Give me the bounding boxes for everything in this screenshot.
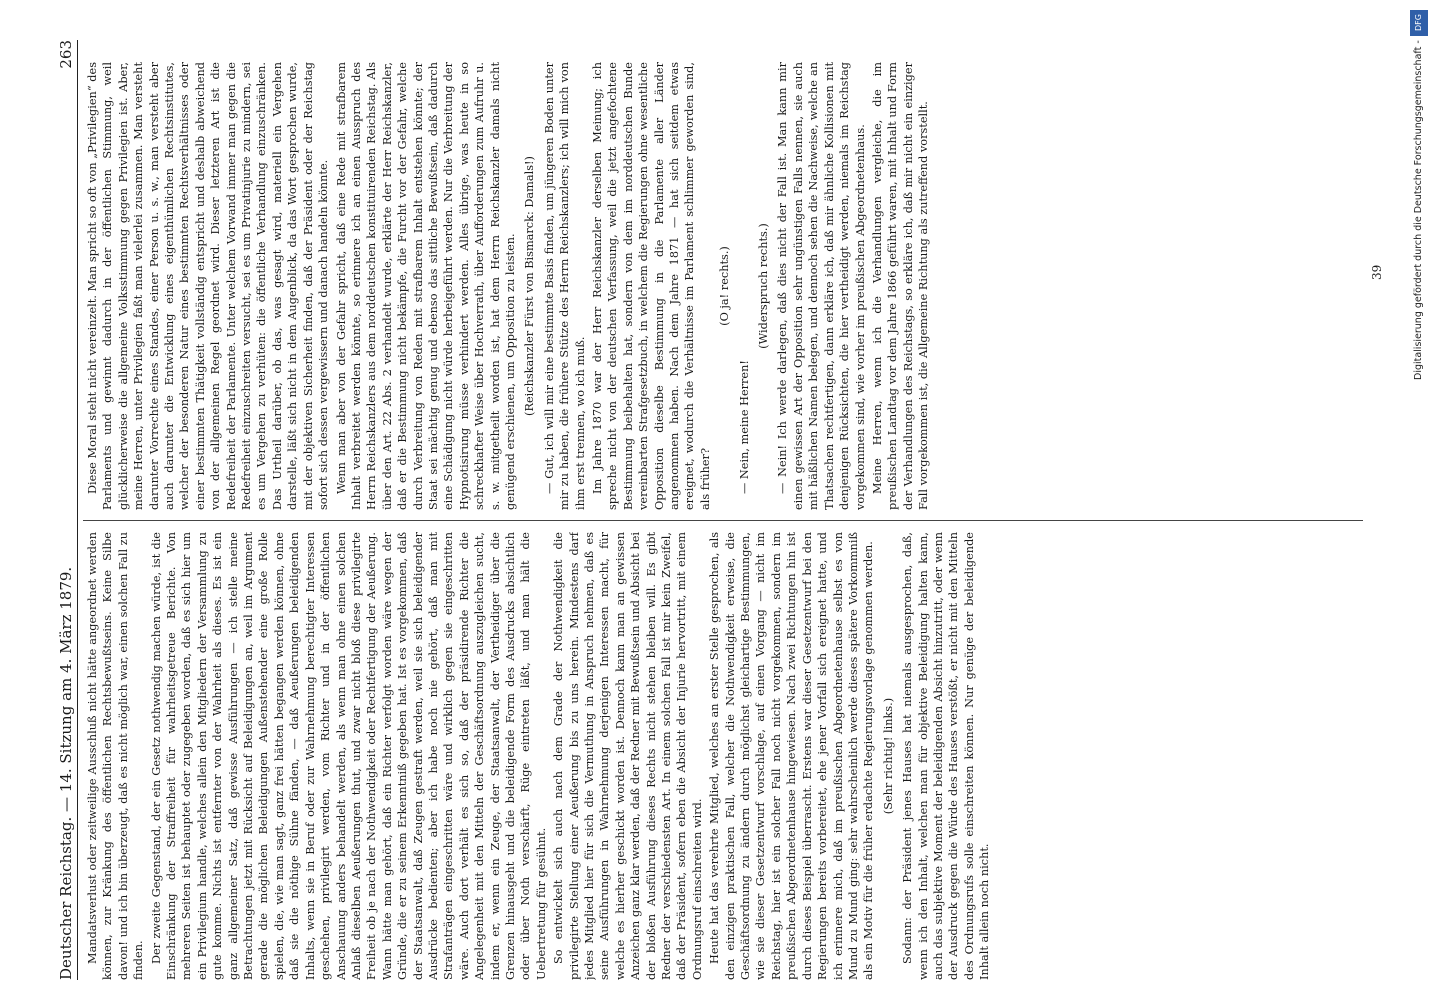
dfg-notice <box>1410 10 1428 990</box>
paragraph: Mandatsverlust oder zeitweilige Ausschluß nicht hätte angeordnet werden können, zur Kränkung des öffentlichen Rechtsbewußtseins. Keine Silbe davon! und ich bin überzeugt, daß es nicht möglich war, einen solchen Fall zu finden. <box>86 532 146 980</box>
header-title: Deutscher Reichstag. — 14. Sitzung am 4. März 1879. <box>57 566 75 980</box>
page-number: 263 <box>57 40 75 69</box>
paragraph: So entwickelt sich auch nach dem Grade der Nothwendigkeit die privilegirte Stellung einer Aeußerung bis zu uns herein. Mindestens darf jedes Mitglied hier für sich die Vermuthung in Anspruch nehmen, daß es seine Ausführungen in Wahrnehmung derjenigen Interessen macht, für welche es hierher geschickt worden ist. Dennoch kann man an gewissen Anzeichen ganz klar werden, daß der Redner mit Bewußtsein und Absicht bei der bloßen Ausführung dieses Rechts nicht stehen bleiben will. Es gibt Redner der verschiedensten Art. In einem solchen Fall ist mir kein Zweifel, daß der Präsident, sofern eben die Absicht der Injurie hervortritt, mit einem Ordnungsruf einschreiten wird. <box>552 532 704 980</box>
paragraph: — Nein! Ich werde darlegen, daß dies nicht der Fall ist. Man kann mir einen gewissen Art der Opposition sehr ungünstigen Falls nennen, sie auch mit häßlichen Namen belegen, und dennoch sehen die Nachweise, welche an Thatsachen rechtfertigen, dann erkläre ich, daß mir ähnliche Kollisionen mit denjenigen Rücksichten, die hier vertheidigt werden, niemals im Reichstag vorgekommen sind, wie vorher im preußischen Abgeordnetenhaus. <box>776 62 867 510</box>
sheet-signature: 39 <box>1370 264 1384 280</box>
paragraph: Wenn man aber von der Gefahr spricht, daß eine Rede mit strafbarem Inhalt verbreitet werden könnte, so erinnere ich an einen Ausspruch des Herrn Reichskanzlers aus dem norddeutschen konstituirenden Reichstag. Als über den Art. 22 Abs. 2 verhandelt wurde, erklärte der Herr Reichskanzler, daß er die Bestimmung nicht bekämpfe, die Furcht vor der Gefahr, welche durch Verbreitung von Reden mit strafbarem Inhalt entstehen könnte; der Staat sei mächtig genug und ebenso das sittliche Bewußtsein, daß dadurch eine Schädigung nicht würde herbeigeführt werden. Nur die Verbreitung der Hypnotisirung müsse verhindert werden. Alles übrige, was heute in so schreckhafter Weise über Hochverrath, über Aufforderungen zum Aufruhr u. s. w. mitgetheilt worden ist, hat dem Herrn Reichskanzler damals nicht genügend erschienen, um Opposition zu leisten. <box>334 62 517 510</box>
paragraph: Sodann: der Präsident jenes Hauses hat niemals ausgesprochen, daß, wenn ich den Inhalt, welchen man für objektive Beleidigung halten kann, auch das subjektive Moment der beleidigenden Absicht hinzutritt, oder wenn der Ausdruck gegen die Würde des Hauses verstößt, er nicht mit den Mitteln des Ordnungsrufs solle einschreiten können. Nur genüge der beleidigende Inhalt allein noch nicht. <box>901 532 992 980</box>
column-divider <box>83 520 1363 521</box>
left-column <box>85 532 1375 980</box>
paragraph: Der zweite Gegenstand, der ein Gesetz nothwendig machen würde, ist die Einschränkung der Straffreiheit für wahrheitsgetreue Berichte. Von mehreren Seiten ist behauptet oder zugegeben worden, daß es sich hier um ein Privilegium handle, welches allein den Mitgliedern der Versammlung zu gute komme. Nichts ist entfernter von der Wahrheit als dieses. Es ist ein ganz allgemeiner Satz, daß gewisse Ausführungen — ich stelle meine Betrachtungen jetzt mit Rücksicht auf Beleidigungen an, weil im Argument gerade die möglichen Beleidigungen Außenstehender eine große Rolle spielen, die, wie man sagt, ganz frei hätten begangen werden können, ohne daß sie die nöthige Sühne fänden, — daß Aeußerungen beleidigenden Inhalts, wenn sie in Beruf oder zur Wahrnehmung berechtigter Interessen geschehen, privilegirt werden, vom Richter und in der öffentlichen Anschauung anders behandelt werden, als wenn man ohne einen solchen Anlaß dieselben Aeußerungen thut, und zwar nicht bloß diese privilegirte Freiheit ob je nach der Nothwendigkeit oder Rechtfertigung der Aeußerung. Wann hätte man gehört, daß ein Richter verfolgt worden wäre wegen der Gründe, die er zu seinem Erkenntniß gegeben hat. Ist es vorgekommen, daß der Staatsanwalt, daß Zeugen gestraft werden, weil sie sich beleidigender Ausdrücke bedienten; aber ich habe noch nie gehört, daß man mit Strafanträgen eingeschritten wäre und wirklich gegen sie eingeschritten wäre. Auch dort verhält es sich so, daß der präsidirende Richter die Angelegenheit mit den Mitteln der Geschäftsordnung auszugleichen sucht, indem er, wenn ein Zeuge, der Staatsanwalt, der Vertheidiger über die Grenzen hinausgeht und die beleidigende Form des Ausdrucks absichtlich oder über Noth verschärft, Rüge eintreten läßt, und man hält die Uebertretung für gesühnt. <box>149 532 548 980</box>
rotated-page-content <box>55 40 1385 980</box>
paragraph: — Nein, meine Herren! <box>737 360 751 494</box>
interjection: (Widerspruch rechts.) <box>757 223 771 349</box>
interjection: (Sehr richtig! links.) <box>881 697 895 815</box>
scanned-page <box>55 40 1385 980</box>
paragraph: Heute hat das verehrte Mitglied, welches an erster Stelle gesprochen, als den einzigen praktischen Fall, welcher die Nothwendigkeit erweise, die Geschäftsordnung zu ändern durch möglichst gleichartige Bestimmungen, wie sie dieser Gesetzentwurf vorschlage, auf einen Vorgang — nicht im Reichstag, hier ist ein solcher Fall noch nicht vorgekommen, sondern im preußischen Abgeordnetenhause hingewiesen. Nach zwei Richtungen hin ist durch dieses Beispiel überrascht. Erstens war dieser Gesetzentwurf bei den Regierungen bereits vorbereitet, ehe jener Vorfall sich ereignet hatte, und ich erinnere mich, daß im preußischen Abgeordnetenhause selbst es von Mund zu Mund ging: sehr wahrscheinlich werde dieses spätere Vorkommniß als ein Motiv für die früher erdachte Regierungsvorlage genommen werden. <box>708 532 876 980</box>
paragraph: Im Jahre 1870 war der Herr Reichskanzler derselben Meinung; ich spreche nicht von der deutschen Verfassung, weil die jetzt angefochtene Bestimmung beibehalten hat, sondern von dem im norddeutschen Bunde vereinbarten Strafgesetzbuch, in welchem die Regierungen ohne wesentliche Opposition dieselbe Bestimmung in die Parlamente aller Länder angenommen haben. Nach dem Jahre 1871 — hat sich seitdem etwas ereignet, wodurch die Verhältnisse im Parlament schlimmer geworden sind, als früher? <box>591 62 712 510</box>
interjection: (Reichskanzler Fürst von Bismarck: Damals!) <box>523 156 537 416</box>
dfg-notice-text: Digitalisierung gefördert durch die Deutsche Forschungsgemeinschaft - <box>1413 40 1424 380</box>
paragraph: Meine Herren, wenn ich die Verhandlungen vergleiche, die im preußischen Landtag vor dem Jahre 1866 geführt waren, mit Inhalt und Form der Verhandlungen des Reichstags, so erkläre ich, daß mir nicht ein einziger Fall vorgekommen ist, die Allgemeine Richtung als zutreffend vorstellt. <box>870 62 931 510</box>
right-column <box>85 62 1375 510</box>
paragraph: Diese Moral steht nicht vereinzelt. Man spricht so oft von „Privilegien“ des Parlaments und gewinnt dadurch in der öffentlichen Stimmung, weil glücklicherweise die allgemeine Volksstimmung gegen Privilegien ist. Aber, meine Herren, unter Privilegien faßt man vielerlei zusammen. Man versteht darunter Vorrechte eines Standes, einer Person u. s. w., man versteht aber auch darunter die Entwicklung eines eigenthümlichen Rechtsinstitutes, welcher der besonderen Natur eines bestimmten Rechtsverhältnisses oder einer bestimmten Thätigkeit vollständig entspricht und deshalb abweichend von der allgemeinen Regel geordnet wird. Dieser letzteren Art ist die Redefreiheit der Parlamente. Unter welchem Vorwand immer man gegen die Redefreiheit einzuschreiten versucht, sei es um Privatinjurie zu mindern, sei es um Vergehen zu verhüten: die öffentliche Verhandlung einzuschränken. Das Urtheil darüber, ob das, was gesagt wird, materiell ein Vergehen darstelle, läßt sich nicht in dem Augenblick, da das Wort gesprochen wurde, mit der objektiven Sicherheit finden, daß der Präsident oder der Reichstag sofort sich dessen vergewissern und danach handeln könnte. <box>86 62 331 510</box>
page-header <box>55 40 78 980</box>
dfg-logo-icon: DFG <box>1410 10 1428 36</box>
interjection: (O ja! rechts.) <box>718 246 732 326</box>
paragraph: — Gut, ich will mir eine bestimmte Basis finden, um jüngeren Boden unter mir zu haben, die frühere Stütze des Herrn Reichskanzlers; ich will mich von ihm erst trennen, wo ich muß. <box>542 62 587 510</box>
